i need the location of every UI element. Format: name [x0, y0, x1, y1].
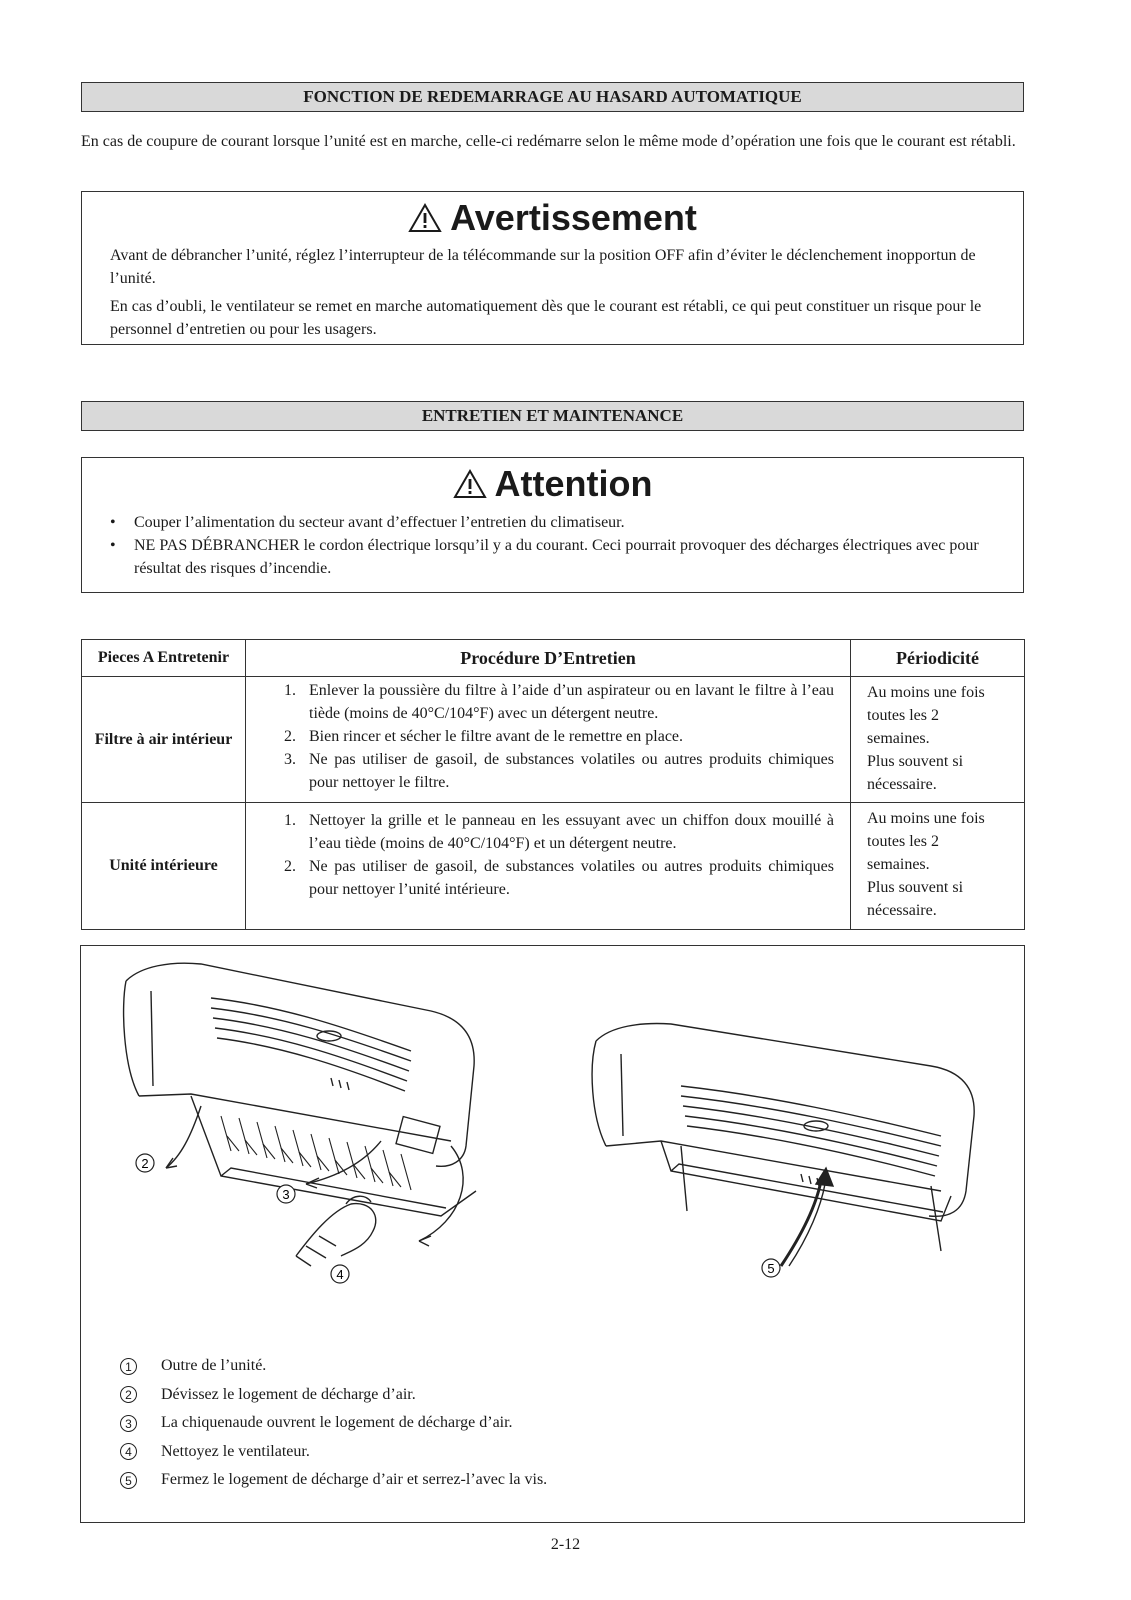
warning-box: [81, 191, 1024, 345]
table-row: [82, 803, 1025, 930]
warning-triangle-icon: [453, 465, 487, 509]
attention-title: [82, 462, 1023, 509]
periodicity-cell: Au moins une fois toutes les 2 semaines. Plus souvent si nécessaire.: [851, 803, 1025, 930]
column-header-periodicity: Périodicité: [851, 640, 1025, 677]
table-row: [82, 677, 1025, 803]
legend-text: Outre de l’unité.: [161, 1357, 267, 1375]
procedure-step: 2. Bien rincer et sécher le filtre avant de le remettre en place.: [284, 728, 684, 745]
callout-label-3: 3: [282, 1187, 290, 1202]
legend-number: 5: [120, 1472, 137, 1489]
legend-item: [120, 1438, 547, 1467]
attention-bullet: • Couper l’alimentation du secteur avant d’effectuer l’entretien du climatiseur.: [110, 511, 1003, 534]
legend-number: 1: [120, 1358, 137, 1375]
legend-item: [120, 1381, 547, 1410]
section-heading-maintenance: ENTRETIEN ET MAINTENANCE: [81, 401, 1024, 431]
column-header-procedure: Procédure D’Entretien: [246, 640, 851, 677]
restart-description: En cas de coupure de courant lorsque l’unité est en marche, celle-ci redémarre selon le même mode d’opération une fois que le courant est rétabli.: [81, 133, 1016, 150]
legend-number: 4: [120, 1443, 137, 1460]
procedure-step: 3. Ne pas utiliser de gasoil, de substances volatiles ou autres produits chimiques pour nettoyer le filtre.: [284, 751, 834, 791]
periodicity-cell: Au moins une fois toutes les 2 semaines. Plus souvent si nécessaire.: [851, 677, 1025, 803]
attention-list: [82, 509, 1023, 580]
page-number: 2-12: [550, 1536, 581, 1553]
warning-title: [82, 196, 1023, 243]
legend-number: 2: [120, 1386, 137, 1403]
legend-item: [120, 1352, 547, 1381]
legend-number: 3: [120, 1415, 137, 1432]
warning-triangle-icon: [408, 199, 442, 243]
table-header-row: [82, 640, 1025, 677]
warning-paragraph-2: En cas d’oubli, le ventilateur se remet en marche automatiquement dès que le courant est rétabli, ce qui peut constituer un risque pour le personnel d’entretien ou pour les usagers.: [110, 298, 982, 338]
procedure-step: 1. Nettoyer la grille et le panneau en les essuyant avec un chiffon doux mouillé à l’eau tiède (moins de 40°C/104°F) et un détergent neutre.: [284, 812, 834, 852]
legend-text: Dévissez le logement de décharge d’air.: [161, 1385, 416, 1403]
attention-title-text: Attention: [494, 463, 653, 504]
callout-label-4: 4: [336, 1267, 344, 1282]
legend-item: [120, 1409, 547, 1438]
legend-text: Fermez le logement de décharge d’air et serrez-l’avec la vis.: [161, 1471, 548, 1489]
illustration-legend: [120, 1352, 547, 1495]
procedure-step: 1. Enlever la poussière du filtre à l’aide d’un aspirateur ou en lavant le filtre à l’eau tiède (moins de 40°C/104°F) avec un détergent neutre.: [284, 682, 834, 722]
callout-label-2: 2: [141, 1156, 149, 1171]
legend-text: La chiquenaude ouvrent le logement de décharge d’air.: [161, 1414, 513, 1432]
part-name: Filtre à air intérieur: [82, 677, 246, 803]
procedure-cell: [246, 677, 851, 803]
maintenance-table: [81, 639, 1025, 930]
attention-box: [81, 457, 1024, 593]
column-header-parts: Pieces A Entretenir: [82, 640, 246, 677]
attention-bullet: • NE PAS DÉBRANCHER le cordon électrique lorsqu’il y a du courant. Ceci pourrait provoquer des décharges électriques avec pour résultat des risques d’incendie.: [110, 534, 1003, 580]
legend-text: Nettoyez le ventilateur.: [161, 1442, 310, 1460]
part-name: Unité intérieure: [82, 803, 246, 930]
procedure-step: 2. Ne pas utiliser de gasoil, de substances volatiles ou autres produits chimiques pour nettoyer l’unité intérieure.: [284, 858, 834, 898]
legend-item: [120, 1466, 547, 1495]
callout-label-5: 5: [767, 1261, 775, 1276]
procedure-cell: [246, 803, 851, 930]
section-heading-restart: FONCTION DE REDEMARRAGE AU HASARD AUTOMATIQUE: [81, 82, 1024, 112]
warning-title-text: Avertissement: [450, 197, 697, 238]
warning-paragraph-1: Avant de débrancher l’unité, réglez l’interrupteur de la télécommande sur la position OFF afin d’éviter le déclenchement inopportun de l’unité.: [110, 247, 976, 287]
